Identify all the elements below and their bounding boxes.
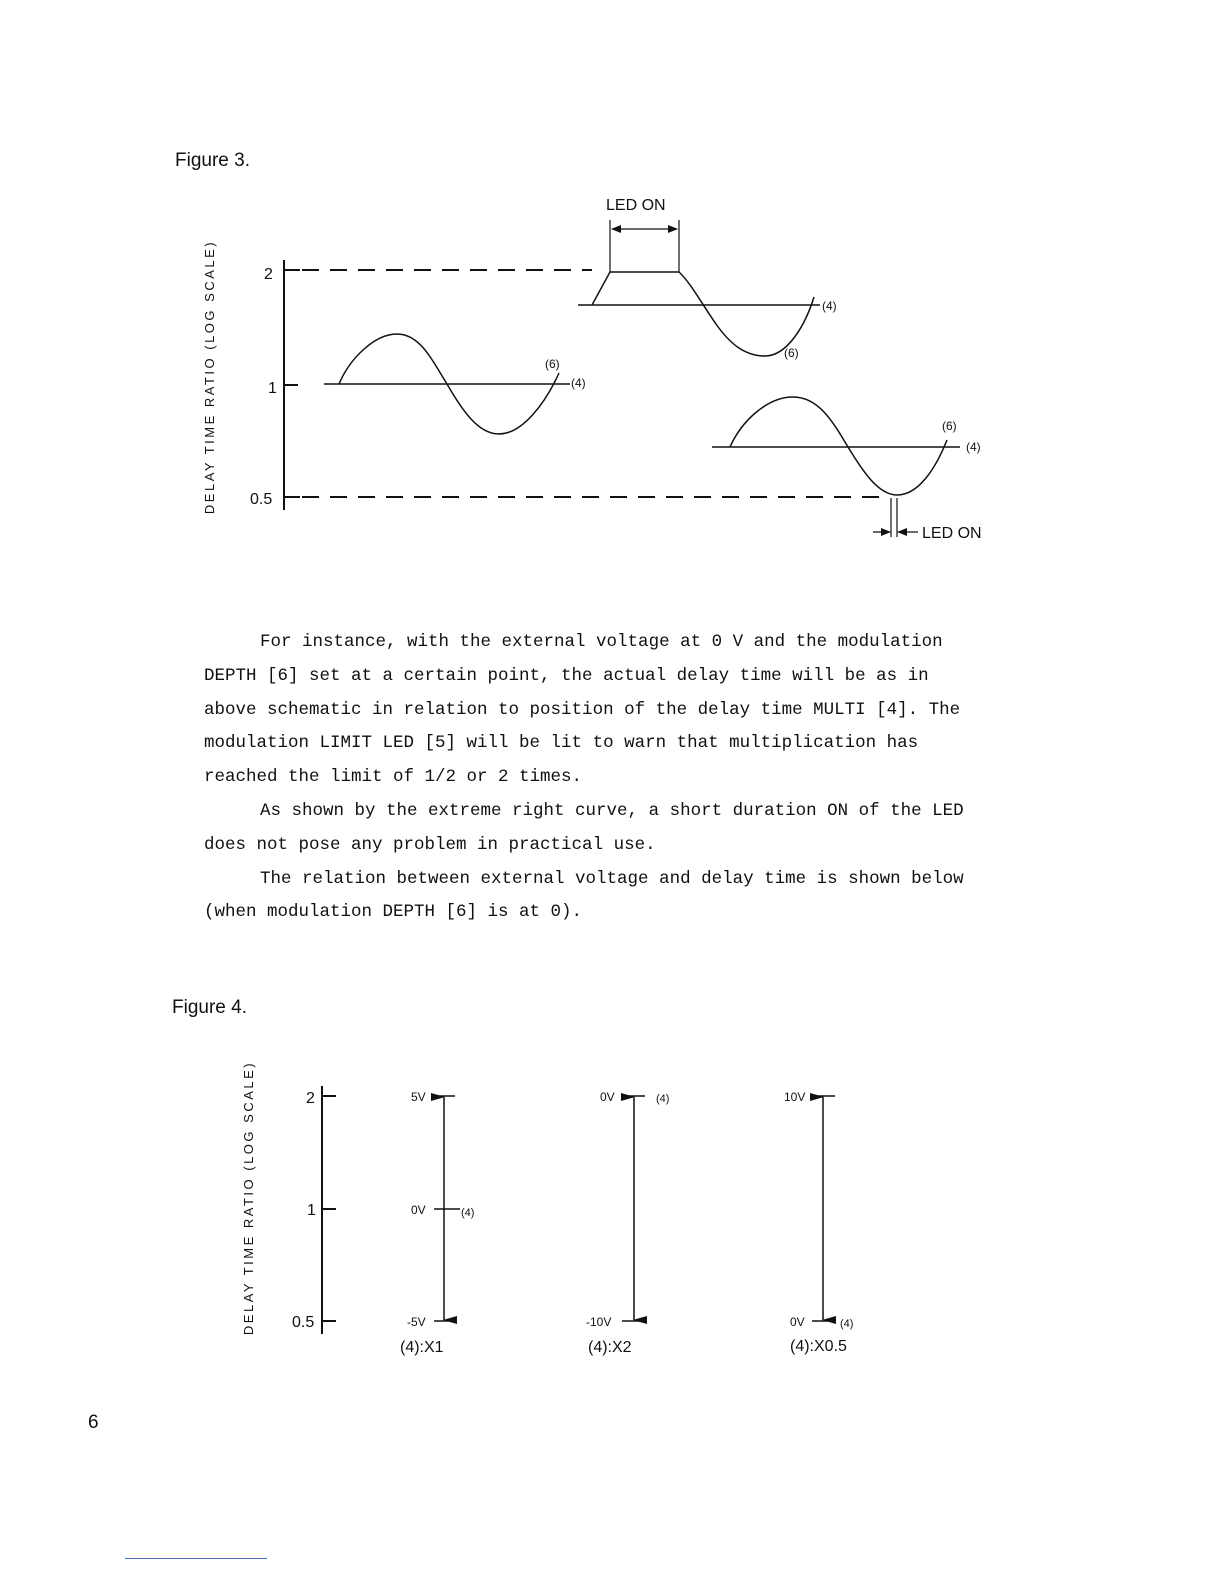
fig3-tick-label-1: 1 — [268, 380, 277, 397]
paragraph-1-line-1: For instance, with the external voltage at 0 V and the modulation — [260, 632, 943, 652]
fig3-right-multi-label: (4) — [966, 440, 981, 454]
fig3-left-depth-label: (6) — [545, 357, 560, 371]
fig3-tick-label-05: 0.5 — [250, 491, 273, 508]
x1-scale-top-label: 5V — [411, 1090, 426, 1104]
fig3-top-multi-label: (4) — [822, 299, 837, 313]
fig4-y-axis-label: DELAY TIME RATIO (LOG SCALE) — [241, 1060, 256, 1336]
x1-scale-caption: (4):X1 — [400, 1339, 444, 1356]
fig3-led-on-bottom-label: LED ON — [922, 525, 982, 542]
x05-scale-top-label: 10V — [784, 1090, 806, 1104]
x05-scale-bottom-label: 0V — [790, 1315, 805, 1329]
x1-scale-mid-label: 0V — [411, 1203, 426, 1217]
paragraph-3-line-2: (when modulation DEPTH [6] is at 0). — [204, 902, 583, 923]
x2-scale-bottom-label: -10V — [586, 1315, 612, 1329]
fig4-tick-label-1: 1 — [307, 1202, 316, 1219]
x1-scale-bottom-label: -5V — [407, 1315, 426, 1329]
paragraph-1-line-2: DEPTH [6] set at a certain point, the actual delay time will be as in — [204, 665, 929, 686]
x05-scale-caption: (4):X0.5 — [790, 1338, 847, 1355]
figure-3-title: Figure 3. — [175, 150, 250, 171]
x1-scale-mid-note: (4) — [461, 1207, 475, 1219]
fig3-led-on-top-label: LED ON — [606, 197, 666, 214]
x05-scale-bottom-note: (4) — [840, 1318, 854, 1330]
fig3-right-depth-label: (6) — [942, 419, 957, 433]
fig3-top-depth-label: (6) — [784, 346, 799, 360]
paragraph-1-line-5: reached the limit of 1/2 or 2 times. — [204, 767, 583, 788]
paragraph-2-line-2: does not pose any problem in practical use. — [204, 834, 656, 855]
bottom-rule — [125, 1558, 267, 1559]
paragraph-3-line-1: The relation between external voltage and delay time is shown below — [260, 868, 964, 889]
x2-scale-caption: (4):X2 — [588, 1339, 632, 1356]
x2-scale-top-label: 0V — [600, 1090, 615, 1104]
fig4-tick-label-2: 2 — [306, 1090, 315, 1107]
figure-4-title: Figure 4. — [172, 997, 247, 1018]
x2-scale-top-note: (4) — [656, 1093, 670, 1105]
fig3-left-multi-label: (4) — [571, 376, 586, 390]
page-number: 6 — [88, 1412, 99, 1433]
fig3-tick-label-2: 2 — [264, 266, 273, 283]
fig4-tick-label-05: 0.5 — [292, 1314, 315, 1331]
paragraph-1-line-4: modulation LIMIT LED [5] will be lit to warn that multiplication has — [204, 733, 919, 754]
paragraph-2-line-1: As shown by the extreme right curve, a short duration ON of the LED — [260, 800, 964, 821]
fig3-y-axis-label: DELAY TIME RATIO (LOG SCALE) — [202, 239, 217, 515]
paragraph-1-line-3: above schematic in relation to position of the delay time MULTI [4]. The — [204, 699, 961, 720]
